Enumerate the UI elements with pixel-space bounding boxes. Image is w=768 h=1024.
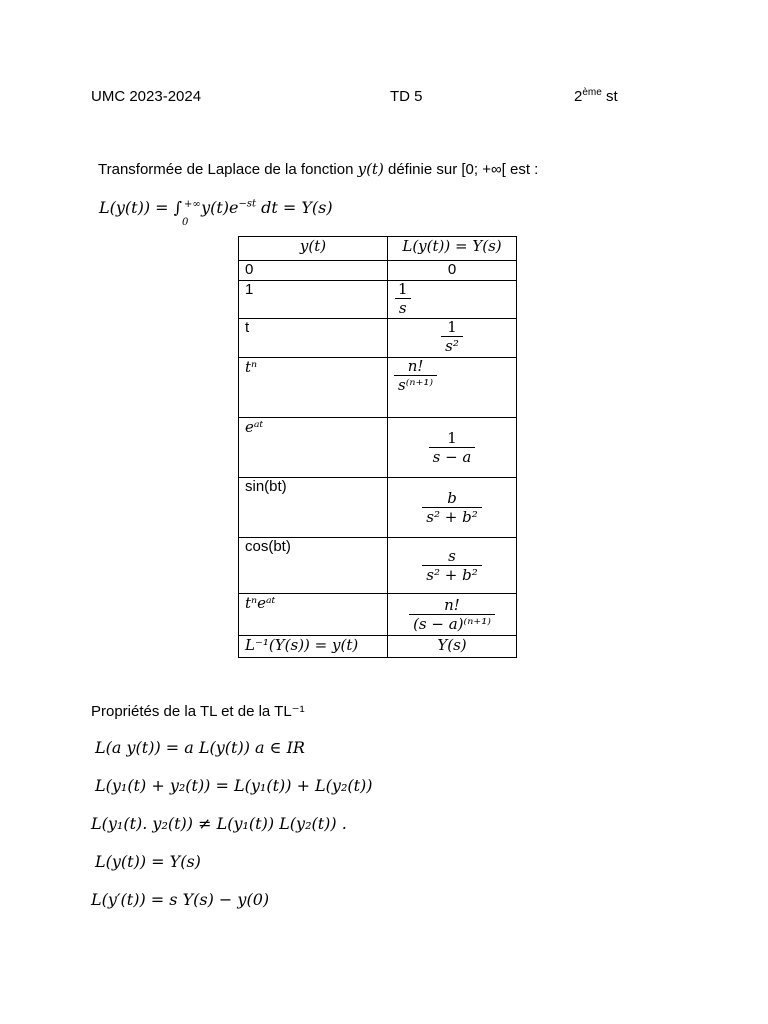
table-row — [239, 358, 517, 418]
table-row — [239, 538, 517, 594]
cell-Y: $\frac{s}{\text{s² + b²}}$ — [388, 538, 517, 594]
properties-title: Propriétés de la TL et de la TL⁻¹ — [91, 703, 305, 720]
table-header-row — [239, 237, 517, 261]
cell-Y: $\frac{n!}{\text{(s − a)⁽ⁿ⁺¹⁾}}$ — [388, 594, 517, 636]
cell-Y: $\frac{1}{s - a}$ — [388, 418, 517, 478]
header-level: 2ème st — [574, 87, 618, 105]
cell-y: tⁿeᵃᵗ — [239, 594, 388, 636]
laplace-definition: L(y(t)) = ∫ +∞ 0 $y(t)e^{-st}$ dt = Y(s) — [99, 198, 333, 228]
intro-sentence: Transformée de Laplace de la fonction y(t) définie sur [0; +∞[ est : — [98, 160, 539, 178]
cell-y: t — [239, 319, 388, 358]
table-row — [239, 281, 517, 319]
cell-y: sin(bt) — [239, 478, 388, 538]
header-y: y(t) — [239, 237, 388, 261]
header-td: TD 5 — [390, 88, 423, 105]
table-row — [239, 261, 517, 281]
table-row — [239, 636, 517, 658]
table-row — [239, 478, 517, 538]
cell-y: 1 — [239, 281, 388, 319]
cell-y: 0 — [239, 261, 388, 281]
cell-y: L⁻¹(Y(s)) = y(t) — [239, 636, 388, 658]
property-linearity-sum: L(y₁(t) + y₂(t)) = L(y₁(t)) + L(y₂(t)) — [95, 776, 373, 795]
cell-Y: $\frac{b}{\text{s² + b²}}$ — [388, 478, 517, 538]
cell-y: cos(bt) — [239, 538, 388, 594]
table-row — [239, 594, 517, 636]
property-linearity-scalar: L(a y(t)) = a L(y(t)) a ∈ IR — [95, 738, 305, 757]
header-Y: L(y(t)) = Y(s) — [388, 237, 517, 261]
cell-Y: $\frac{1}{s}$ — [388, 281, 517, 319]
header-course: UMC 2023-2024 — [91, 88, 202, 105]
cell-Y: Y(s) — [388, 636, 517, 658]
property-definition: L(y(t)) = Y(s) — [95, 852, 201, 871]
cell-Y: 0 — [388, 261, 517, 281]
table-row — [239, 418, 517, 478]
property-derivative: L(y′(t)) = s Y(s) − y(0) — [91, 890, 270, 909]
cell-y: tⁿ — [239, 358, 388, 418]
property-product: L(y₁(t). y₂(t)) ≠ L(y₁(t)) L(y₂(t)) . — [91, 814, 347, 833]
cell-Y: $\frac{n!}{\text{s⁽ⁿ⁺¹⁾}}$ — [388, 358, 517, 418]
laplace-table — [238, 236, 517, 658]
cell-Y: $\frac{1}{\text{s²}}$ — [388, 319, 517, 358]
cell-y: eᵃᵗ — [239, 418, 388, 478]
table-row — [239, 319, 517, 358]
